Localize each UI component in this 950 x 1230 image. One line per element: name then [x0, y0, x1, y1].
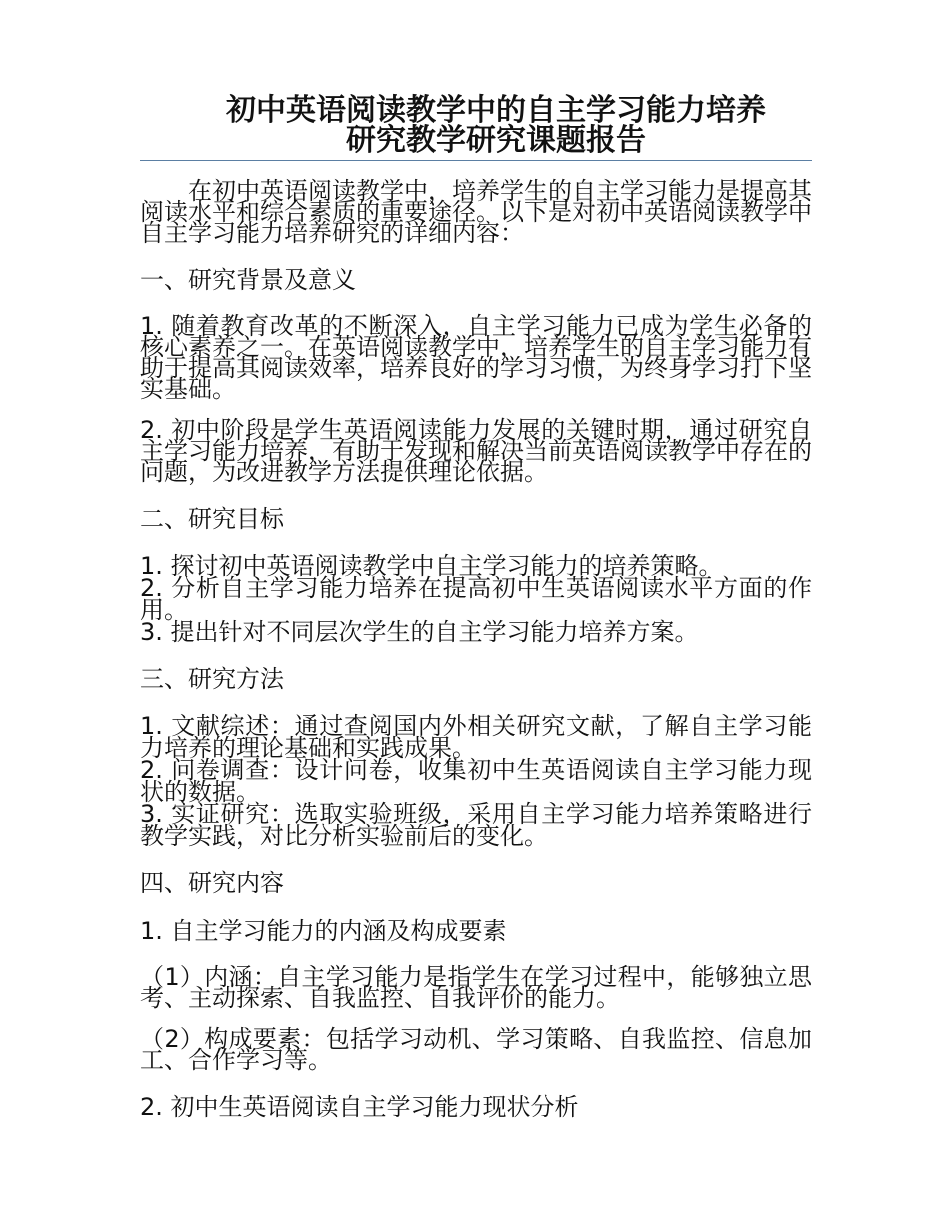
method-item-2: 2. 问卷调查：设计问卷，收集初中生英语阅读自主学习能力现状的数据。	[140, 756, 812, 806]
title-underline	[140, 160, 812, 161]
objectives-list	[140, 552, 812, 646]
section-heading-content: 四、研究内容	[140, 869, 284, 897]
intro-paragraph: 在初中英语阅读教学中，培养学生的自主学习能力是提高其阅读水平和综合素质的重要途径。以下是对初中英语阅读教学中自主学习能力培养研究的详细内容：	[140, 177, 812, 247]
objective-item-1: 1. 探讨初中英语阅读教学中自主学习能力的培养策略。	[140, 552, 723, 580]
document-page	[140, 93, 812, 1121]
content-subheading-1: 1. 自主学习能力的内涵及构成要素	[140, 917, 507, 945]
objective-item-3: 3. 提出针对不同层次学生的自主学习能力培养方案。	[140, 618, 699, 646]
background-paragraph-2: 2. 初中阶段是学生英语阅读能力发展的关键时期，通过研究自主学习能力培养，有助于发现和解决当前英语阅读教学中存在的问题，为改进教学方法提供理论依据。	[140, 416, 812, 486]
method-item-3: 3. 实证研究：选取实验班级，采用自主学习能力培养策略进行教学实践，对比分析实验前后的变化。	[140, 800, 812, 850]
section-heading-methods: 三、研究方法	[140, 665, 284, 693]
content-paragraph-1a: （1）内涵：自主学习能力是指学生在学习过程中，能够独立思考、主动探索、自我监控、自我评价的能力。	[140, 963, 812, 1012]
section-heading-objectives: 二、研究目标	[140, 505, 284, 533]
methods-list	[140, 712, 812, 850]
document-title	[140, 93, 812, 158]
title-line-1: 初中英语阅读教学中的自主学习能力培养	[226, 93, 766, 128]
objective-item-2: 2. 分析自主学习能力培养在提高初中生英语阅读水平方面的作用。	[140, 574, 812, 624]
content-paragraph-1b: （2）构成要素：包括学习动机、学习策略、自我监控、信息加工、合作学习等。	[140, 1025, 812, 1074]
title-line-2: 研究教学研究课题报告	[346, 123, 646, 158]
section-heading-background: 一、研究背景及意义	[140, 266, 356, 294]
background-paragraph-1: 1. 随着教育改革的不断深入，自主学习能力已成为学生必备的核心素养之一。在英语阅读教学中，培养学生的自主学习能力有助于提高其阅读效率，培养良好的学习习惯，为终身学习打下坚实基础。	[140, 312, 812, 403]
content-subheading-2: 2. 初中生英语阅读自主学习能力现状分析	[140, 1093, 579, 1121]
method-item-1: 1. 文献综述：通过查阅国内外相关研究文献，了解自主学习能力培养的理论基础和实践成果。	[140, 712, 812, 762]
